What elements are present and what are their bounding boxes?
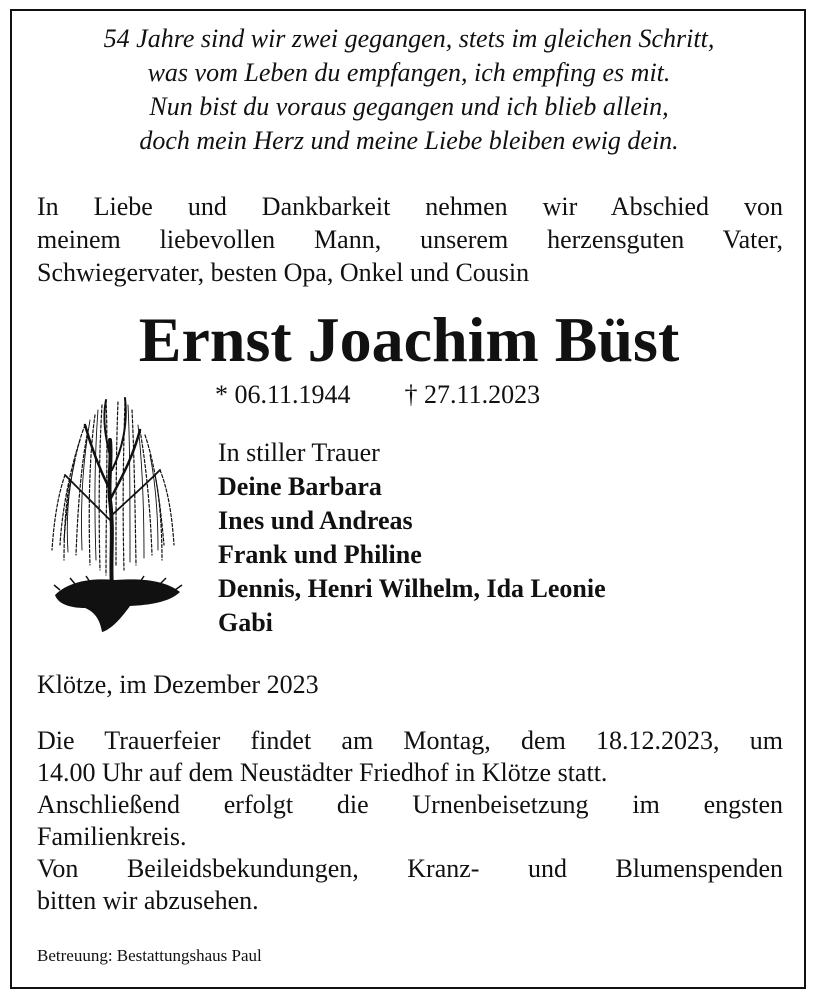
- funeral-home-credit: Betreuung: Bestattungshaus Paul: [37, 946, 262, 965]
- place-date: Klötze, im Dezember 2023: [37, 670, 319, 699]
- poem-line: doch mein Herz und meine Liebe bleiben ewig dein.: [139, 126, 679, 155]
- info-line: Von Beileidsbekundungen, Kranz- und Blumenspenden: [37, 854, 783, 883]
- intro-line: In Liebe und Dankbarkeit nehmen wir Abschied von: [37, 192, 783, 221]
- poem: [20, 22, 798, 158]
- mourner-name: Ines und Andreas: [218, 506, 413, 535]
- info-line: Anschließend erfolgt die Urnenbeisetzung im engsten: [37, 790, 783, 819]
- info-line: 14.00 Uhr auf dem Neustädter Friedhof in Klötze statt.: [37, 758, 608, 787]
- funeral-info: [37, 725, 783, 917]
- poem-line: Nun bist du voraus gegangen und ich blieb allein,: [149, 92, 669, 121]
- mourner-name: Dennis, Henri Wilhelm, Ida Leonie: [218, 574, 606, 603]
- mourner-name: Gabi: [218, 608, 273, 637]
- life-dates: [215, 378, 540, 412]
- weeping-willow-icon: [40, 380, 190, 640]
- info-line: Familienkreis.: [37, 822, 187, 851]
- deceased-name: Ernst Joachim Büst: [138, 304, 680, 375]
- birth-date: * 06.11.1944: [215, 380, 351, 409]
- intro-text: [37, 190, 783, 289]
- intro-line: Schwiegervater, besten Opa, Onkel und Cousin: [37, 258, 530, 287]
- mourners: [218, 436, 606, 640]
- poem-line: 54 Jahre sind wir zwei gegangen, stets im gleichen Schritt,: [103, 24, 715, 53]
- mourners-heading: In stiller Trauer: [218, 438, 380, 467]
- info-line: bitten wir abzusehen.: [37, 886, 259, 915]
- poem-line: was vom Leben du empfangen, ich empfing es mit.: [147, 58, 671, 87]
- info-line: Die Trauerfeier findet am Montag, dem 18.12.2023, um: [37, 726, 783, 755]
- mourner-name: Frank und Philine: [218, 540, 422, 569]
- intro-line: meinem liebevollen Mann, unserem herzensguten Vater,: [37, 225, 783, 254]
- death-date: † 27.11.2023: [404, 380, 541, 409]
- mourner-name: Deine Barbara: [218, 472, 382, 501]
